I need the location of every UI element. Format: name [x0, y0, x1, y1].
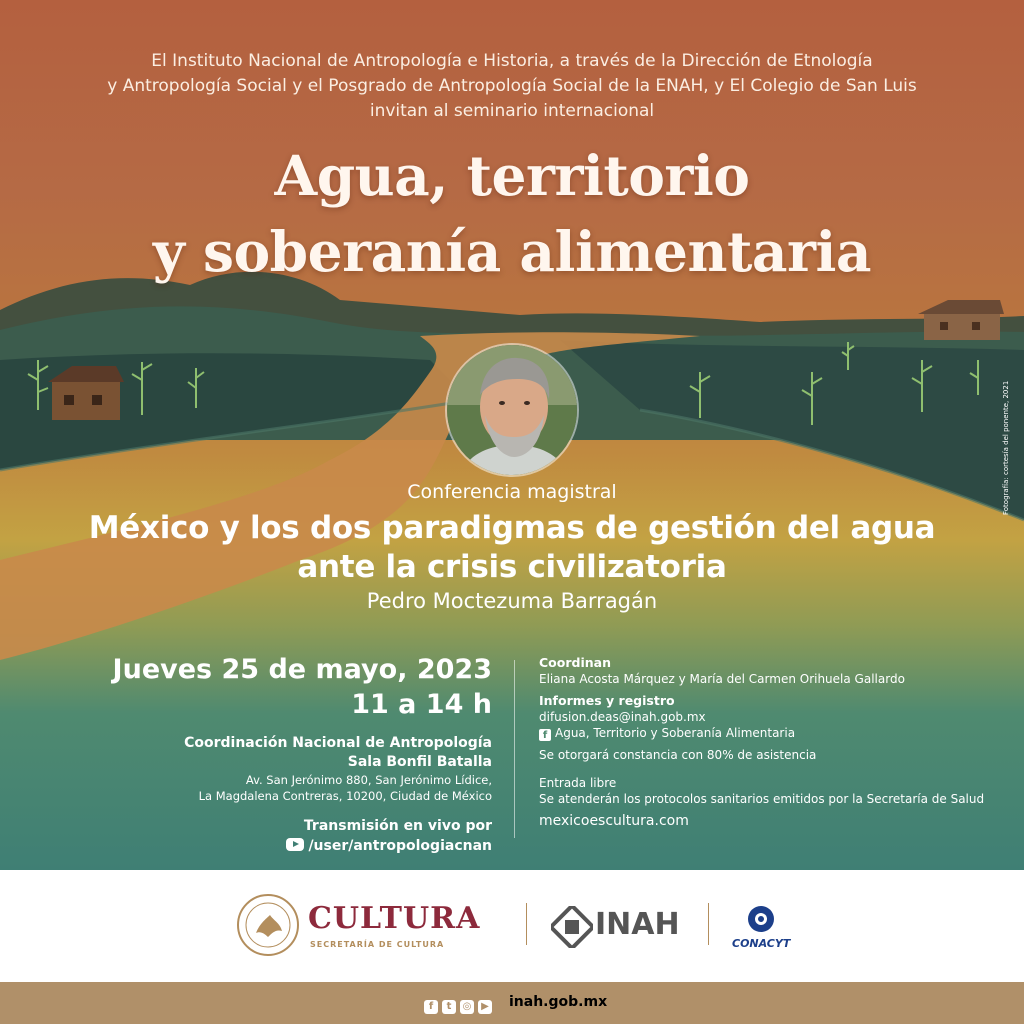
seminar-title — [0, 138, 1024, 290]
conference-title-line-1: México y los dos paradigmas de gestión del agua — [88, 510, 936, 546]
venue — [113, 734, 492, 772]
inah-logo: INAH — [595, 907, 680, 942]
photo-credit: Fotografía: cortesía del ponente, 2021 — [1002, 380, 1010, 515]
conacyt-icon — [745, 903, 777, 935]
logo-separator — [708, 903, 709, 945]
inah-glyph-icon — [551, 906, 593, 948]
conference-kicker: Conferencia magistral — [407, 481, 617, 503]
intro-line-3: invitan al seminario internacional — [369, 101, 655, 121]
website-link[interactable]: mexicoescultura.com — [539, 813, 689, 829]
cultura-logo: CULTURA — [308, 901, 481, 936]
conference-title — [0, 509, 1024, 587]
address — [113, 772, 492, 804]
address-line-1: Av. San Jerónimo 880, San Jerónimo Lídice, — [245, 773, 492, 787]
stream-label: Transmisión en vivo por — [303, 818, 492, 834]
instagram-icon[interactable]: ◎ — [460, 1000, 474, 1014]
intro-text — [0, 49, 1024, 124]
seminar-title-line-1: Agua, territorio — [274, 143, 750, 208]
event-time: 11 a 14 h — [351, 689, 492, 720]
twitter-icon[interactable]: t — [442, 1000, 456, 1014]
logo-separator — [526, 903, 527, 945]
registro-heading: Informes y registro — [539, 693, 675, 708]
facebook-icon[interactable]: f — [424, 1000, 438, 1014]
cultura-subtitle: SECRETARÍA DE CULTURA — [310, 940, 445, 949]
footer-url[interactable]: inah.gob.mx — [509, 994, 608, 1010]
venue-line-1: Coordinación Nacional de Antropología — [184, 735, 492, 751]
speaker-name: Pedro Moctezuma Barragán — [366, 589, 658, 613]
conacyt-logo: CONACYT — [732, 937, 791, 950]
coord-heading: Coordinan — [539, 655, 611, 670]
stream-channel: /user/antropologiacnan — [308, 838, 492, 854]
youtube-icon[interactable]: ▶ — [478, 1000, 492, 1014]
entrada-note: Entrada libre — [539, 776, 617, 790]
stream-info — [113, 816, 492, 856]
conference-title-line-2: ante la crisis civilizatoria — [297, 549, 727, 585]
facebook-icon: f — [539, 729, 551, 741]
intro-line-2: y Antropología Social y el Posgrado de Antropología Social de la ENAH, y El Colegio de San Luis — [107, 76, 917, 96]
constancia-note: Se otorgará constancia con 80% de asistencia — [539, 748, 817, 762]
right-hut — [918, 300, 1004, 340]
event-details — [113, 652, 492, 856]
address-line-2: La Magdalena Contreras, 10200, Ciudad de México — [198, 789, 492, 803]
facebook-page: Agua, Territorio y Soberanía Alimentaria — [555, 726, 796, 740]
facebook-link[interactable] — [539, 725, 1009, 741]
protocolos-note: Se atenderán los protocolos sanitarios emitidos por la Secretaría de Salud — [539, 792, 985, 806]
event-date: Jueves 25 de mayo, 2023 — [112, 654, 492, 685]
coord-names: Eliana Acosta Márquez y María del Carmen Orihuela Gallardo — [539, 672, 905, 686]
speaker-photo — [445, 343, 579, 477]
registration-info — [539, 655, 1009, 829]
stream-link[interactable] — [113, 836, 492, 856]
mexico-seal-icon — [236, 893, 300, 957]
contact-email[interactable]: difusion.deas@inah.gob.mx — [539, 710, 706, 724]
intro-line-1: El Instituto Nacional de Antropología e Historia, a través de la Dirección de Etnología — [151, 51, 873, 71]
youtube-icon — [286, 838, 304, 851]
column-divider — [514, 660, 515, 838]
social-icons — [424, 996, 496, 1015]
logo-bar — [0, 870, 1024, 982]
seminar-title-line-2: y soberanía alimentaria — [152, 219, 872, 284]
venue-line-2: Sala Bonfil Batalla — [347, 754, 492, 770]
